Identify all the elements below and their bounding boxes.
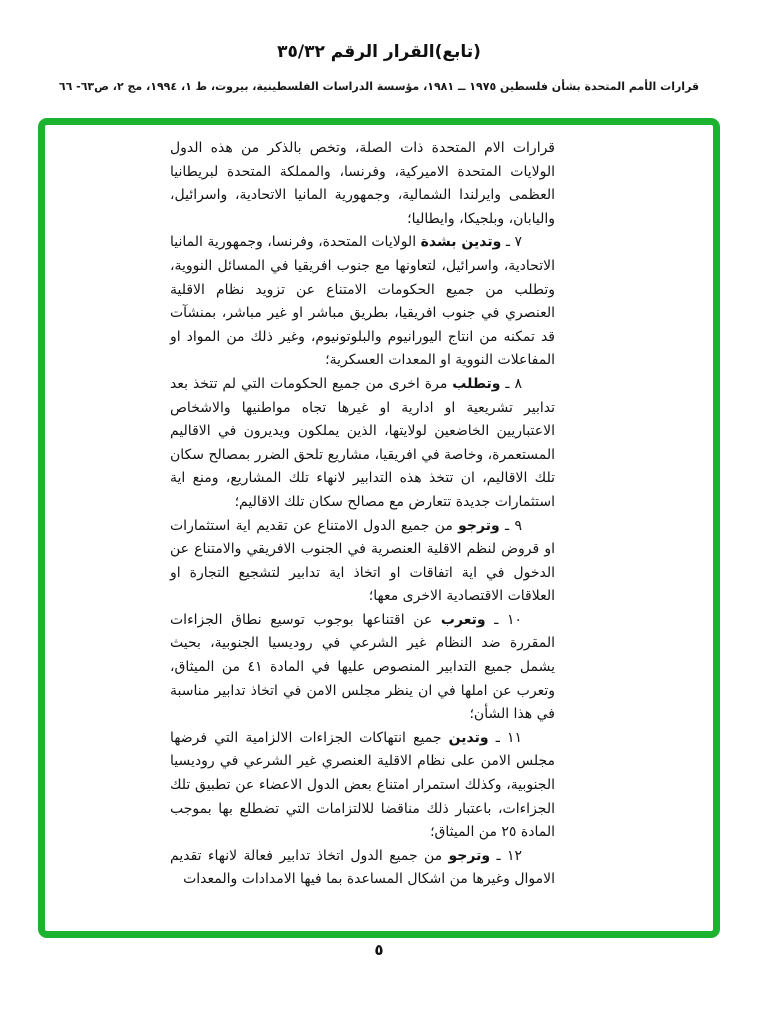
para-lead: وترجو (458, 517, 500, 534)
para-text: مرة اخرى من جميع الحكومات التي لم تتخذ بعد تدابير تشريعية او ادارية او غيرها تجاه مواطنيها والاشخاص الاعتباريين الخاضعين لولايتها، الذين يملكون ويديرون في الاقاليم المستعمرة، وخاصة في افريقيا، مشاريع تلحق الضرر بمصالح سكان تلك الاقاليم، ان تتخذ هذه التدابير لانهاء تلك المشاريع، ومنع اية استثمارات جديدة تتعارض مع مصالح سكان تلك الاقاليم؛ (170, 375, 555, 510)
para-number: ٧ ـ (501, 234, 522, 251)
document-body (170, 137, 555, 892)
paragraph-7 (170, 231, 555, 373)
source-citation: قرارات الأمم المتحدة بشأن فلسطين ١٩٧٥ ــ ١٩٨١، مؤسسة الدراسات الفلسطينية، بيروت، ط ١، ١٩٩٤، مج ٢، ص٦٣- ٦٦ (58, 80, 700, 93)
para-text: قرارات الام المتحدة ذات الصلة، وتخص بالذكر من هذه الدول الولايات المتحدة الاميركية، وفرنسا، والمملكة المتحدة لبريطانيا العظمى وايرلندا الشمالية، وجمهورية المانيا الاتحادية، واسرائيل، واليابان، وبلجيكا، وايطاليا؛ (170, 140, 555, 227)
para-lead: وترجو (448, 847, 491, 864)
paragraph-10 (170, 609, 555, 727)
para-lead: وتعرب (440, 611, 486, 628)
para-number: ٨ ـ (500, 375, 522, 392)
document-frame (38, 118, 720, 938)
para-text: جميع انتهاكات الجزاءات الالزامية التي فرضها مجلس الامن على نظام الاقلية العنصري غير الشرعي في روديسيا الجنوبية، وكذلك استمرار امتناع بعض الدول الاعضاء عن تطبيق تلك الجزاءات، باعتبار ذلك مناقضا للالتزامات التي تضطلع بها بموجب المادة ٢٥ من الميثاق؛ (170, 729, 555, 841)
para-text: عن اقتناعها بوجوب توسيع نطاق الجزاءات المقررة ضد النظام غير الشرعي في روديسيا الجنوبية، بحيث يشمل جميع التدابير المنصوص عليها في المادة ٤١ من الميثاق، وتعرب عن املها في ان ينظر مجلس الامن في اتخاذ تدابير مناسبة في هذا الشأن؛ (170, 611, 555, 723)
para-text: من جميع الدول الامتناع عن تقديم اية استثمارات او قروض لنظم الاقلية العنصرية في الجنوب الافريقي والامتناع عن الدخول في اية اتفاقات او اتخاذ اية تدابير لتشجيع التجارة او العلاقات الاقتصادية الاخرى معها؛ (170, 517, 555, 605)
para-number: ١١ ـ (488, 729, 522, 746)
page-number: ٥ (374, 941, 384, 959)
paragraph-8 (170, 373, 555, 515)
para-lead: وتطلب (452, 375, 501, 392)
page-title: (تابع)القرار الرقم ٣٥/٣٢ (277, 42, 481, 62)
paragraph-continuation (170, 137, 555, 231)
para-number: ١٠ ـ (485, 611, 522, 628)
paragraph-9 (170, 515, 555, 609)
para-text: من جميع الدول اتخاذ تدابير فعالة لانهاء تقديم الاموال وغيرها من اشكال المساعدة بما فيها الامدادات والمعدات (170, 847, 555, 888)
para-lead: وتدين (448, 729, 489, 746)
para-text: الولايات المتحدة، وفرنسا، وجمهورية المانيا الاتحادية، واسرائيل، لتعاونها مع جنوب افريقيا في المسائل النووية، وتطلب من جميع الحكومات الامتناع عن تزويد نظام الاقلية العنصري في جنوب افريقيا، بطريق مباشر او غير مباشر، بمنشآت قد تمكنه من انتاج اليورانيوم والبلوتونيوم، وغير ذلك من المواد او المفاعلات النووية او المعدات العسكرية؛ (170, 234, 555, 369)
para-lead: وتدين بشدة (420, 234, 502, 251)
paragraph-11 (170, 727, 555, 845)
para-number: ١٢ ـ (490, 847, 522, 864)
paragraph-12 (170, 845, 555, 892)
para-number: ٩ ـ (499, 517, 522, 534)
